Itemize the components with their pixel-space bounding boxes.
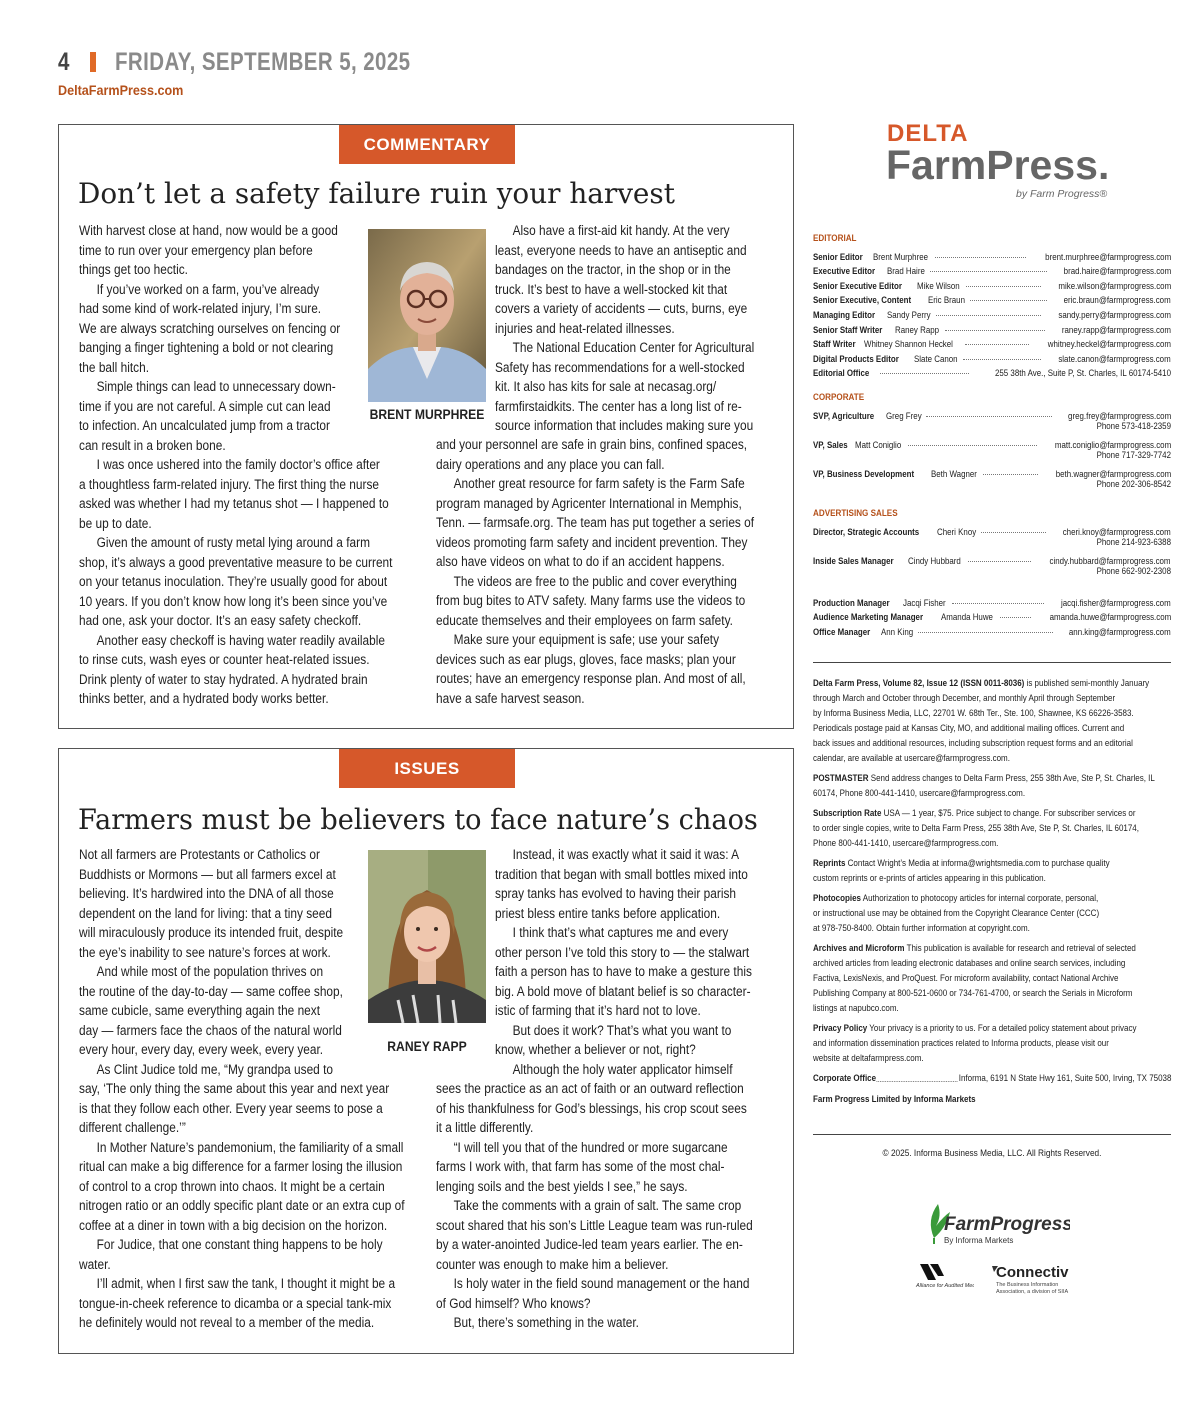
info-text: at 978-750-8400. Obtain further information at copyright.com. [813,923,1030,933]
issue-date: FRIDAY, SEPTEMBER 5, 2025 [115,48,411,76]
publication-info-block [813,941,1175,1016]
info-text: to order single copies, write to Delta Farm Press, 255 38th Ave, Ste P, St. Charles, IL 60174, [813,823,1139,833]
info-text: Publishing Company at 800-521-0600 or 734-761-4700, or search the Serials in Microform [813,988,1133,998]
masthead-entry [813,551,1171,566]
text-line: The videos are free to the public and cover everything [453,573,737,589]
masthead-name: Greg Frey [885,410,922,421]
text-line: Take the comments with a grain of salt. The same crop [453,1198,742,1213]
text-line: Drink plenty of water to stay hydrated. A hydrated brain [79,671,368,687]
leader-dots [981,532,1046,533]
leader-dots [970,300,1048,301]
masthead-entry [813,522,1171,537]
masthead-name: Whitney Shannon Heckel [864,339,954,350]
masthead-entry [813,276,1171,291]
info-text: Phone 800-441-1410, usercare@farmprogress.com. [813,838,999,848]
masthead-contact[interactable]: amanda.huwe@farmprogress.com [1049,612,1171,623]
text-line: ritual can make a big difference for a farmer losing the illusion [79,1159,403,1174]
masthead-entry [813,436,1171,451]
author-byline: BRENT MURPHREE [369,407,485,422]
leader-dots [966,286,1041,287]
text-line: he definitely would not reveal to a member of the media. [79,1315,375,1330]
masthead-entry [813,305,1171,320]
text-line: Instead, it was exactly what it said it was: A [512,847,740,862]
info-label: Photocopies [813,893,861,903]
text-line: lenging soils and the best yields I see,” he says. [436,1178,688,1194]
text-line: banging a finger tightening a bold or not clearing [79,340,334,355]
text-line: istic of farming that it’s hard not to love. [495,1003,701,1018]
text-line: tongue-in-cheek reference to dicamba or a special tank-mix [79,1295,392,1311]
publication-info-block [813,891,1175,936]
text-line: to rinse cuts, wash eyes or counter heat-related issues. [79,652,370,667]
text-line [813,1001,1128,1016]
text-line: Safety has recommendations for a well-stocked [495,359,745,375]
text-line [813,691,1128,706]
text-line: faith a person has to have to make a gesture this [495,964,752,979]
text-line: As Clint Judice told me, “My grandpa used to [96,1061,334,1077]
text-line: source information that includes making sure you [495,418,754,433]
masthead-role: Office Manager [813,627,871,638]
text-line: spray tanks has evolved to having their parish [495,886,737,901]
info-text: Your privacy is a priority to us. For a detailed policy statement about privacy [867,1023,1137,1033]
leader-dots [876,1081,957,1082]
leader-dots [930,271,1047,272]
aam-logo [914,1262,974,1299]
masthead-section-title: ADVERTISING SALES [813,507,898,518]
text-line: believing. It’s hardwired into the DNA of all those [79,886,334,901]
issues-article [58,748,794,1354]
text-line: Also have a first-aid kit handy. At the very [512,223,730,238]
masthead-entry [813,406,1171,421]
leader-dots [952,603,1045,604]
text-line: Not all farmers are Protestants or Catholics or [79,847,320,862]
farmpress-logo-text: FarmPress. [886,142,1110,188]
text-line [813,941,1136,956]
text-line [813,891,1128,906]
masthead-name: Cindy Hubbard [907,555,961,566]
text-line: can result in a broken bone. [79,437,226,453]
info-text: back issues and additional resources, including subscription request forms and an editorial [813,738,1133,748]
text-line: farmfirstaidkits. The center has a long list of re- [495,398,742,414]
masthead-phone: Phone 202-306-8542 [1096,479,1171,490]
delta-logo-text: DELTA [887,120,969,147]
text-line: farms I work with, that farm has some of the most chal- [436,1159,725,1174]
text-line: know, whether a believer or not, right? [495,1042,696,1057]
text-line: different challenge.’” [79,1120,186,1135]
text-line: have a safe harvest season. [436,690,585,706]
info-text: listings at napubco.com. [813,1003,899,1013]
text-line: on your tetanus inoculation. They’re usually good for about [79,574,388,589]
masthead-contact[interactable]: sandy.perry@farmprogress.com [1058,309,1171,320]
text-line [813,751,1128,766]
masthead-name: Mike Wilson [917,280,960,291]
info-label: POSTMASTER [813,773,869,783]
article-column-right-top [495,221,790,436]
text-line: videos promoting farm safety and incident prevention. They [436,534,748,550]
masthead-name: Raney Rapp [894,324,939,335]
text-line: to infection. An uncalculated jump from a tractor [79,418,330,433]
leader-dots [908,445,1037,446]
info-text: and information dissemination practices related to Informa products, please visit our [813,1038,1109,1048]
text-line: nitrogen ratio or an oddly specific plant date or an extra cup of [79,1198,405,1213]
text-line: But, there’s something in the water. [453,1315,639,1330]
info-text: Send address changes to Delta Farm Press, 255 38th Ave, Ste P, St. Charles, IL [868,773,1155,783]
masthead-contact[interactable]: greg.frey@farmprogress.com [1067,410,1171,421]
text-line: had some kind of work-related injury, I’m sure. [79,301,322,316]
masthead-role: Editorial Office [813,368,870,379]
text-line [813,1051,1128,1066]
text-line: by a water-anointed Judice-led team years earlier. The en- [436,1237,743,1252]
leader-dots [963,359,1041,360]
leader-dots [936,315,1041,316]
masthead-contact[interactable]: mike.wilson@farmprogress.com [1058,280,1171,291]
text-line: Make sure your equipment is safe; use your safety [453,632,720,647]
info-text: This publication is available for research and retrieval of selected [904,943,1136,953]
farmprogress-logo-sub: By Informa Markets [944,1236,1014,1245]
text-line: other person I’ve told this story to — the stalwart [495,944,750,960]
info-label: Delta Farm Press, Volume 82, Issue 12 (ISSN 0011-8036) [813,678,1025,688]
text-line: Tenn. — farmsafe.org. The team has put together a series of [436,515,755,530]
masthead-entry [813,622,1171,637]
masthead-phone: Phone 214-923-6388 [1096,536,1171,547]
masthead-role: Inside Sales Manager [813,555,894,566]
masthead-phone: Phone 662-902-2308 [1096,565,1171,576]
masthead-entry [813,593,1171,608]
info-text: is published semi-monthly January [1024,678,1150,688]
text-line: We are always scratching ourselves on fencing or [79,320,341,336]
text-line: time to run over your emergency plan before [79,242,313,258]
masthead-contact[interactable]: eric.braun@farmprogress.com [1063,295,1171,306]
masthead-contact[interactable]: 255 38th Ave., Suite P, St. Charles, IL 60174-5410 [995,368,1171,379]
text-line: “I will tell you that of the hundred or more sugarcane [453,1139,728,1155]
publication-info-block [813,856,1175,886]
author-photo [368,850,486,1023]
text-line: it a little differently. [436,1120,534,1135]
masthead-entry [813,247,1171,262]
masthead-name: Amanda Huwe [941,612,993,623]
divider [813,662,1171,663]
section-tag: ISSUES [339,749,515,788]
text-line: least, everyone needs to have an antiseptic and [495,242,747,258]
masthead-contact[interactable]: brent.murphree@farmprogress.com [1044,251,1171,262]
text-line [813,721,1128,736]
text-line [813,771,1155,786]
masthead-contact[interactable]: ann.king@farmprogress.com [1069,627,1171,638]
publication-info-block [813,771,1175,801]
publication-info-block [813,676,1175,766]
company-name: Farm Progress Limited by Informa Markets [813,1094,976,1104]
text-line: say, ‘The only thing the same about this year and next year [79,1081,390,1096]
info-text: calendar, are available at usercare@farmprogress.com. [813,753,1010,763]
masthead-contact[interactable]: brad.haire@farmprogress.com [1063,266,1171,277]
masthead-directory [813,233,1171,637]
masthead-contact[interactable]: matt.coniglio@farmprogress.com [1054,440,1171,451]
commentary-article [58,124,794,729]
publication-info-block [813,806,1175,851]
text-line: and your personnel are safe in grain bins, confined spaces, [436,437,748,452]
text-line: the ball hitch. [79,359,150,375]
article-headline: Don’t let a safety failure ruin your harvest [78,177,675,210]
text-line [813,806,1136,821]
masthead-name: Ann King [881,627,914,638]
masthead-role: Digital Products Editor [813,353,899,364]
masthead-entry [813,262,1171,277]
text-line: educate themselves and their employees on farm safety. [436,612,733,628]
text-line: coffee at a diner in town with a big decision on the horizon. [79,1217,388,1233]
text-line: The National Education Center for Agricultural [512,340,755,355]
farmprogress-logo-text: FarmProgress. [944,1214,1070,1235]
text-line: the routine of the day-to-day — same coffee shop, [79,983,343,999]
article-column-right [436,1079,796,1333]
text-line [813,786,1128,801]
text-line: covers a variety of accidents — cuts, burns, eye [495,301,748,316]
info-label: Subscription Rate [813,808,882,818]
publication-info-block [813,1021,1175,1066]
article-column-right-top [495,845,787,1079]
masthead-role: VP, Business Development [813,469,915,480]
text-line [813,1021,1137,1036]
text-line: Is holy water in the field sound management or the hand [453,1276,750,1291]
masthead-role: SVP, Agriculture [813,410,875,421]
leader-dots [926,416,1052,417]
header-divider [90,52,96,72]
masthead-name: Jacqi Fisher [903,597,946,608]
masthead-entry [813,364,1171,379]
masthead-name: Cheri Knoy [936,526,976,537]
masthead-role: Senior Editor [813,251,863,262]
masthead-contact[interactable]: beth.wagner@farmprogress.com [1055,469,1171,480]
text-line [813,821,1139,836]
text-line [813,706,1134,721]
masthead-entry [813,291,1171,306]
text-line: will miraculously produce its intended fruit, despite [79,925,344,940]
masthead-contact[interactable]: slate.canon@farmprogress.com [1058,353,1171,364]
masthead-phone: Phone 717-329-7742 [1096,450,1171,461]
info-text: 60174, Phone 800-441-1410, usercare@farmprogress.com. [813,788,1026,798]
svg-text:Association, a division of SII: Association, a division of SIIA [996,1289,1069,1295]
masthead-contact[interactable]: whitney.heckel@farmprogress.com [1047,339,1171,350]
info-label: Corporate Office [813,1073,877,1083]
text-line: day — farmers face the chaos of the natural world [79,1022,342,1038]
section-tag: COMMENTARY [339,125,515,164]
masthead-role: Senior Executive, Content [813,295,912,306]
text-line: routes; have an emergency response plan. And most of all, [436,671,746,686]
masthead-entry [813,320,1171,335]
masthead-role: Managing Editor [813,309,876,320]
text-line: I’ll admit, when I first saw the tank, I thought it might be a [96,1276,396,1291]
masthead-entry [813,349,1171,364]
masthead-section-title: CORPORATE [813,392,865,403]
text-line: program managed by Agricenter International in Memphis, [436,495,742,511]
text-line: every hour, every day, every week, every year. [79,1042,324,1057]
text-line: asked was whether I had my tetanus shot — I happened to [79,496,389,511]
text-line: counter was enough to make him a believer. [436,1256,669,1272]
text-line: of control to a crop thrown into chaos. It might be a certain [79,1178,385,1194]
text-line: time if you are not careful. A simple cut can lead [79,398,331,414]
masthead-name: Brad Haire [886,266,925,277]
masthead-phone: Phone 573-418-2359 [1096,420,1171,431]
text-line: be up to date. [79,515,152,531]
text-line [813,856,1128,871]
info-text: by Informa Business Media, LLC, 22701 W. 68th Ter., Ste. 100, Shawnee, KS 66226-3583. [813,708,1134,718]
leader-dots [935,257,1026,258]
article-headline: Farmers must be believers to face nature’s chaos [78,803,758,836]
text-line: from bug bites to ATV safety. Many farms use the videos to [436,593,746,608]
text-line: is that they follow each other. Every year seems to pose a [79,1100,383,1116]
svg-text:The Business Information: The Business Information [996,1282,1059,1288]
text-line: 10 years. If you don’t know how long it’s been since you’ve [79,593,388,609]
text-line: With harvest close at hand, now would be a good [79,223,338,238]
connectiv-logo-text: Connectiv [996,1264,1069,1281]
info-text: custom reprints or e-prints of articles appearing in this publication. [813,873,1046,883]
masthead-contact[interactable]: jacqi.fisher@farmprogress.com [1061,597,1171,608]
masthead-role: Senior Executive Editor [813,280,902,291]
text-line: water. [79,1256,111,1272]
text-line: For Judice, that one constant thing happens to be holy [96,1237,383,1252]
leader-dots [918,632,1054,633]
info-text: through March and October through December, and monthly April through September [813,693,1116,703]
masthead-role: Senior Staff Writer [813,324,883,335]
text-line: If you’ve worked on a farm, you’ve already [96,281,320,297]
page-number: 4 [58,48,70,76]
text-line: bandages on the tractor, in the shop or in the [495,262,731,277]
text-line: of his thankfulness for God’s blessings, his crop scout sees [436,1100,747,1116]
corporate-office [813,1071,1171,1086]
text-line: In Mother Nature’s pandemonium, the familiarity of a small [96,1139,404,1155]
info-label: Reprints [813,858,846,868]
text-line: of God himself? Who knows? [436,1295,591,1311]
masthead-name: Brent Murphree [872,251,928,262]
masthead-role: Staff Writer [813,339,856,350]
text-line: And while most of the population thrives on [96,964,324,979]
text-line: injuries and heat-related illnesses. [495,320,675,336]
text-line [813,906,1128,921]
masthead-role: Production Manager [813,597,890,608]
masthead-contact[interactable]: cheri.knoy@farmprogress.com [1063,526,1171,537]
text-line: I think that’s what captures me and every [512,925,729,940]
farmprogress-logo [920,1198,1070,1253]
masthead-contact[interactable]: raney.rapp@farmprogress.com [1061,324,1171,335]
masthead-entry [813,465,1171,480]
text-line: truck. It’s best to have a well-stocked kit that [495,281,728,297]
masthead-entry [813,608,1171,623]
text-line: a thoughtless farm-related injury. The first thing the nurse [79,476,380,492]
article-column-right [436,435,797,708]
info-text: USA — 1 year, $75. Price subject to change. For subscriber services or [881,808,1136,818]
text-line: had one, ask your doctor. It’s an easy safety checkoff. [79,613,362,628]
author-photo [368,229,486,402]
farmprogress-byline: by Farm Progress® [1016,188,1108,200]
masthead-role: Audience Marketing Manager [813,612,924,623]
text-line: thinks better, and a hydrated body works better. [79,691,329,706]
masthead-name: Beth Wagner [930,469,977,480]
masthead-contact[interactable]: cindy.hubbard@farmprogress.com [1049,555,1171,566]
leader-dots [968,561,1032,562]
text-line: big. A bold move of blatant belief is so character- [495,983,751,999]
text-line: Simple things can lead to unnecessary down- [96,379,336,394]
masthead-name: Sandy Perry [886,309,931,320]
info-text: Authorization to photocopy articles for internal corporate, personal, [860,893,1099,903]
text-line: also have videos on what to do if an accident happens. [436,554,725,569]
masthead-role: VP, Sales [813,440,848,451]
text-line: tradition that began with small bottles mixed into [495,866,748,882]
leader-dots [880,373,969,374]
text-line: things get too hectic. [79,262,188,277]
masthead-entry [813,335,1171,350]
leader-dots [1000,617,1031,618]
text-line: I was once ushered into the family doctor’s office after [96,457,380,472]
text-line: scout shared that his son’s Little League team was run-ruled [436,1217,753,1233]
masthead-role: Executive Editor [813,266,876,277]
info-text: Periodicals postage paid at Kansas City, MO, and additional mailing offices. Current and [813,723,1125,733]
text-line: same cubicle, same everything again the next [79,1003,321,1018]
info-label: Privacy Policy [813,1023,868,1033]
info-text: website at deltafarmpress.com. [813,1053,924,1063]
text-line: Another easy checkoff is having water readily available [96,632,385,648]
info-text: or instructional use may be obtained from the Copyright Clearance Center (CCC) [813,908,1100,918]
text-line [813,956,1128,971]
divider [813,1134,1171,1135]
text-line: dairy operations and any place you can fall. [436,456,665,472]
aam-logo-text: Alliance for Audited Media [916,1283,974,1289]
info-text: archived articles from leading electronic databases and online search services, including [813,958,1126,968]
text-line: kit. It also has kits for sale at necasag.org/ [495,379,717,394]
info-label: Archives and Microform [813,943,905,953]
text-line [813,986,1133,1001]
text-line: Although the holy water applicator himself [512,1061,733,1077]
text-line: the eye’s inability to see nature’s forces at work. [79,944,331,960]
publication-info [813,676,1175,1107]
text-line: Another great resource for farm safety is the Farm Safe [453,476,745,491]
text-line [813,921,1128,936]
text-line: shop, it’s always a good preventative measure to be current [79,554,393,570]
text-line [813,836,1128,851]
text-line: devices such as ear plugs, gloves, face masks; plan your [436,651,736,667]
text-line: sees the practice as an act of faith or an outward reflection [436,1081,744,1096]
masthead-section-title: EDITORIAL [813,233,857,243]
info-text: Contact Wright’s Media at informa@wrightsmedia.com to purchase quality [845,858,1110,868]
text-line: But does it work? That’s what you want to [512,1022,732,1038]
author-byline: RANEY RAPP [387,1039,467,1054]
text-line: priest bless entire tanks before application. [495,905,721,921]
masthead-role: Director, Strategic Accounts [813,526,920,537]
text-line [813,736,1133,751]
masthead-name: Slate Canon [913,353,958,364]
copyright: © 2025. Informa Business Media, LLC. All Rights Reserved. [882,1148,1102,1158]
info-text: Informa, 6191 N State Hwy 161, Suite 500, Irving, TX 75038 [958,1073,1172,1083]
info-text: Factiva, LexisNexis, and ProQuest. For microform availability, contact National Archive [813,973,1119,983]
masthead-name: Matt Coniglio [855,440,902,451]
leader-dots [945,330,1045,331]
leader-dots [965,344,1029,345]
text-line [813,871,1128,886]
masthead-name: Eric Braun [927,295,965,306]
text-line: Given the amount of rusty metal lying around a farm [96,535,370,550]
leader-dots [983,474,1038,475]
text-line: dependent on the land for living: that a tiny seed [79,905,332,921]
text-line [813,1036,1128,1051]
text-line [813,676,1150,691]
text-line [813,971,1128,986]
site-link[interactable]: DeltaFarmPress.com [58,82,184,98]
connectiv-logo [990,1262,1110,1301]
text-line: Buddhists or Mormons — but all farmers excel at [79,866,336,882]
